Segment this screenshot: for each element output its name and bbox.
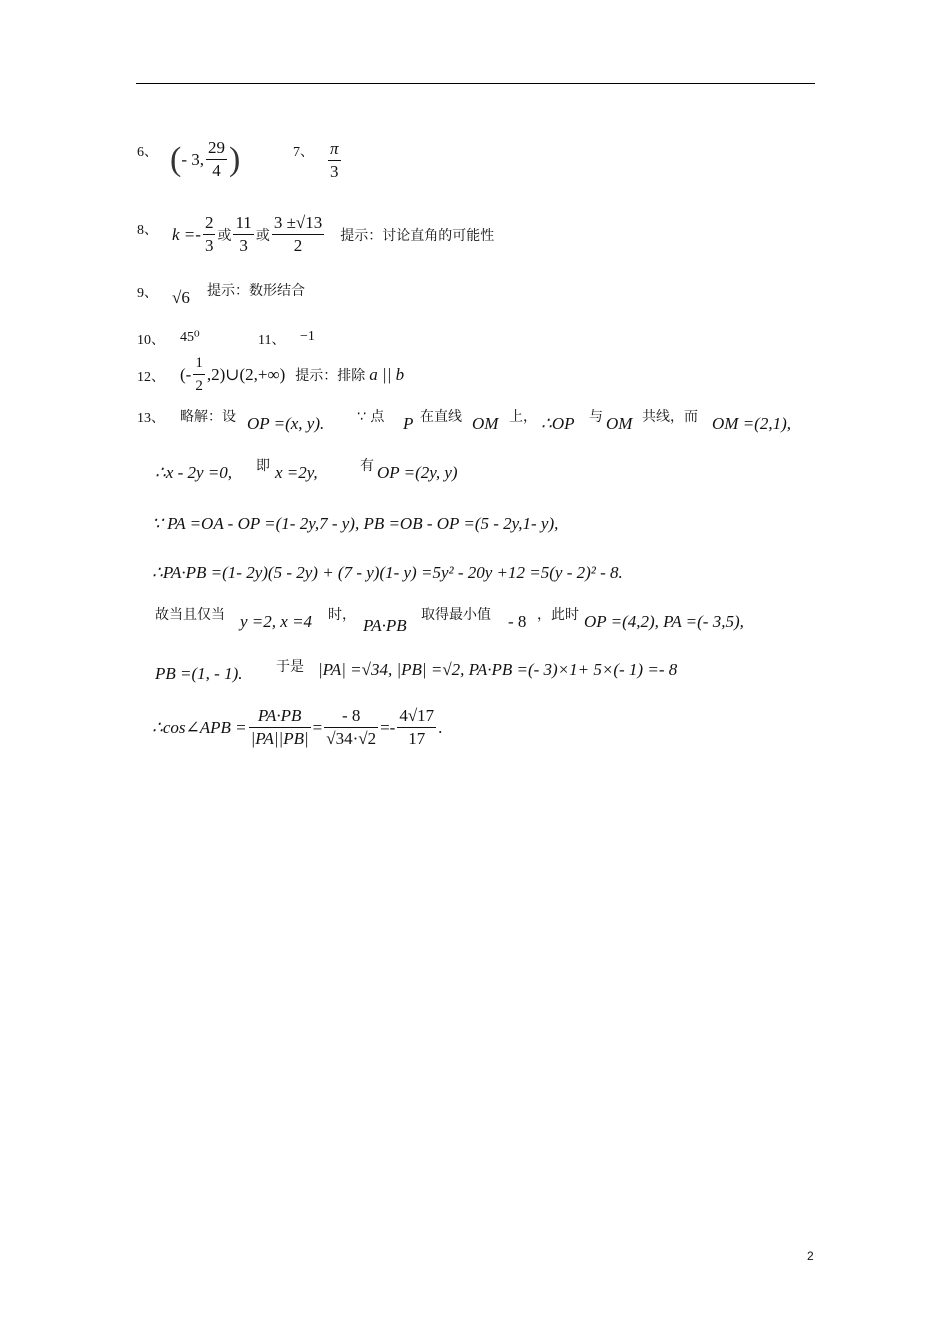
answer-9: √6 (172, 288, 190, 307)
item-number-9: 9、 (137, 286, 158, 301)
item-number-7: 7、 (293, 145, 314, 160)
header-rule (136, 83, 815, 84)
item-number-6: 6、 (137, 145, 158, 160)
page-number: 2 (807, 1249, 814, 1263)
item-number-8: 8、 (137, 223, 158, 238)
answer-12: (- $\frac{1}{2}$ ,2)∪(2,+∞) 提示：排除 a || b (180, 352, 404, 397)
solution-line-4: ∴PA·PB =(1- 2y)(5 - 2y) + (7 - y)(1- y) =5y² - 20y +12 =5(y - 2)² - 8. (152, 563, 623, 582)
answer-6-fraction: $\frac{29}{4}$ (208, 138, 225, 180)
hint-8: 提示：讨论直角的可能性 (340, 227, 495, 244)
item-number-10: 10、 (137, 333, 165, 348)
answer-6-left: - 3, (181, 149, 204, 169)
answer-7: $\frac{\pi}{3}$ (330, 139, 339, 181)
hint-12: 提示：排除 (295, 367, 366, 384)
item-number-11: 11、 (258, 333, 286, 348)
item-number-13: 13、 (137, 411, 165, 426)
answer-6: ( - 3, $\frac{29}{4}$ ) (170, 138, 241, 180)
solution-line-7: ∴cos∠APB = $\frac{PA\cdot PB}{|PA||PB|}$ = $\frac{- 8}{√34\cdot√2}$ =- $\frac{4√17}{17}$ . (152, 706, 443, 748)
hint-9: 提示：数形结合 (207, 283, 305, 299)
answer-10: 45⁰ (180, 330, 200, 345)
answer-11: −1 (300, 329, 315, 344)
solution-line-3: ∵ PA =OA - OP =(1- 2y,7 - y), PB =OB - OP =(5 - 2y,1- y), (152, 514, 559, 533)
answer-8: k =- $\frac{2}{3}$ 或 $\frac{11}{3}$ 或 $\frac{3 \pm√13}{2}$ 提示：讨论直角的可能性 (172, 213, 495, 255)
item-number-12: 12、 (137, 370, 165, 385)
